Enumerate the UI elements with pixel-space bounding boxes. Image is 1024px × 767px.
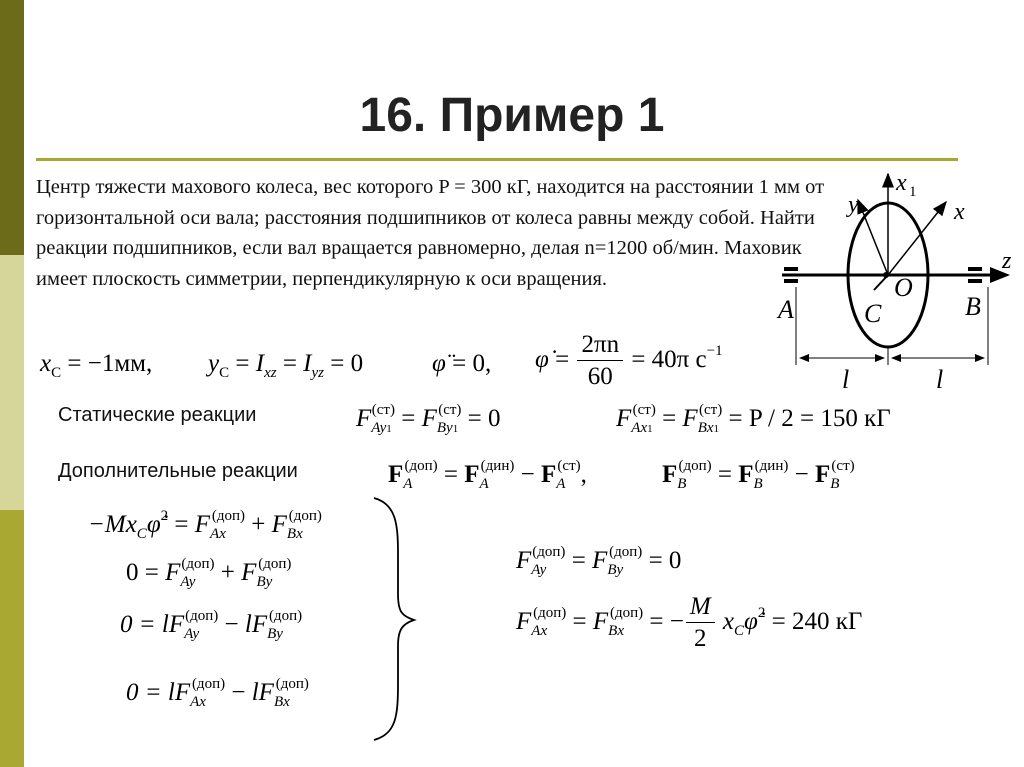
label-c: C bbox=[864, 299, 882, 328]
formula-phi-ddot: φ̈ = 0, bbox=[432, 350, 492, 377]
sidebar-block-light bbox=[0, 255, 24, 510]
label-x1: x bbox=[896, 170, 907, 196]
system-eq-3: $0 = lF_{Ay}^{(доп)} - lF_{By}^{(доп)}$ bbox=[120, 608, 303, 642]
bearing-b-bottom bbox=[968, 279, 982, 283]
static-reactions-label: Статические реакции bbox=[58, 404, 257, 426]
label-x: x bbox=[954, 199, 965, 225]
bearing-a-top bbox=[784, 267, 798, 271]
system-brace bbox=[368, 494, 418, 744]
formula-additional-a: $F_A^{(доп)} = F_A^{(дин)} - F_A^{(ст)}$, bbox=[388, 458, 587, 492]
system-eq-4: $0 = lF_{Ax}^{(доп)} - lF_{Bx}^{(доп)}$ bbox=[126, 676, 309, 710]
formula-xc: $x_C = -1мм$, bbox=[40, 350, 153, 381]
sidebar-block-mid bbox=[0, 510, 24, 767]
formula-static-y: $F_{Ay1}^{(ст)} = F_{By1}^{(ст)} = 0$ bbox=[356, 402, 501, 436]
formula-phi-dot: φ̇ = $\frac{2\pi n}{60}$ = 40π $с^{-1}$ bbox=[535, 331, 723, 390]
formula-additional-b: $F_B^{(доп)} = F_B^{(дин)} - F_B^{(ст)}$ bbox=[662, 458, 855, 492]
label-y: y bbox=[848, 192, 859, 218]
label-a: A bbox=[778, 295, 794, 324]
bearing-a-bottom bbox=[784, 279, 798, 283]
y-axis bbox=[858, 200, 888, 275]
bearing-b-top bbox=[968, 267, 982, 271]
system-eq-2: $0 = F_{Ay}^{(доп)} + F_{By}^{(доп)}$ bbox=[126, 556, 292, 590]
label-o: O bbox=[894, 273, 913, 302]
label-b: B bbox=[965, 292, 981, 321]
result-y: $F_{Ay}^{(доп)} = F_{By}^{(доп)} = 0$ bbox=[516, 544, 682, 578]
label-l-right: l bbox=[936, 365, 944, 394]
system-eq-1: $-Mx_C\varphi̇^2 = F_{Ax}^{(доп)} + F_{Bx}^{(доп)}$ bbox=[88, 508, 322, 542]
additional-reactions-label: Дополнительные реакции bbox=[58, 460, 298, 482]
label-l-left: l bbox=[842, 365, 850, 394]
label-z: z bbox=[1002, 248, 1012, 274]
formula-static-x: $F_{Ax1}^{(ст)} = F_{Bx1}^{(ст)} = P / 2 = 150$ кГ bbox=[616, 402, 891, 436]
problem-statement: Центр тяжести махового колеса, вес которого P = 300 кГ, находится на расстоянии 1 мм от горизонтальной оси вала; расстояния подшипников от колеса равны между собой. Найти реакции подшипников, если вал вращается равномерно, делая n=1200 об/мин. Маховик имеет плоскость симметрии, перпендикулярную к оси вращения. bbox=[36, 176, 825, 290]
result-x: $F_{Ax}^{(доп)} = F_{Bx}^{(доп)}$ = − $\frac{M}{2}$ $x_C\varphi̇^2 = 240$ кГ bbox=[516, 593, 863, 652]
x-axis bbox=[888, 202, 946, 275]
label-x1-sub: 1 bbox=[909, 184, 917, 200]
slide-title: 16. Пример 1 bbox=[359, 89, 665, 142]
flywheel-diagram bbox=[770, 160, 1024, 400]
center-point bbox=[883, 272, 889, 278]
formula-yc: $y_C = I_{xz} = I_{yz} = 0$ bbox=[208, 350, 364, 381]
